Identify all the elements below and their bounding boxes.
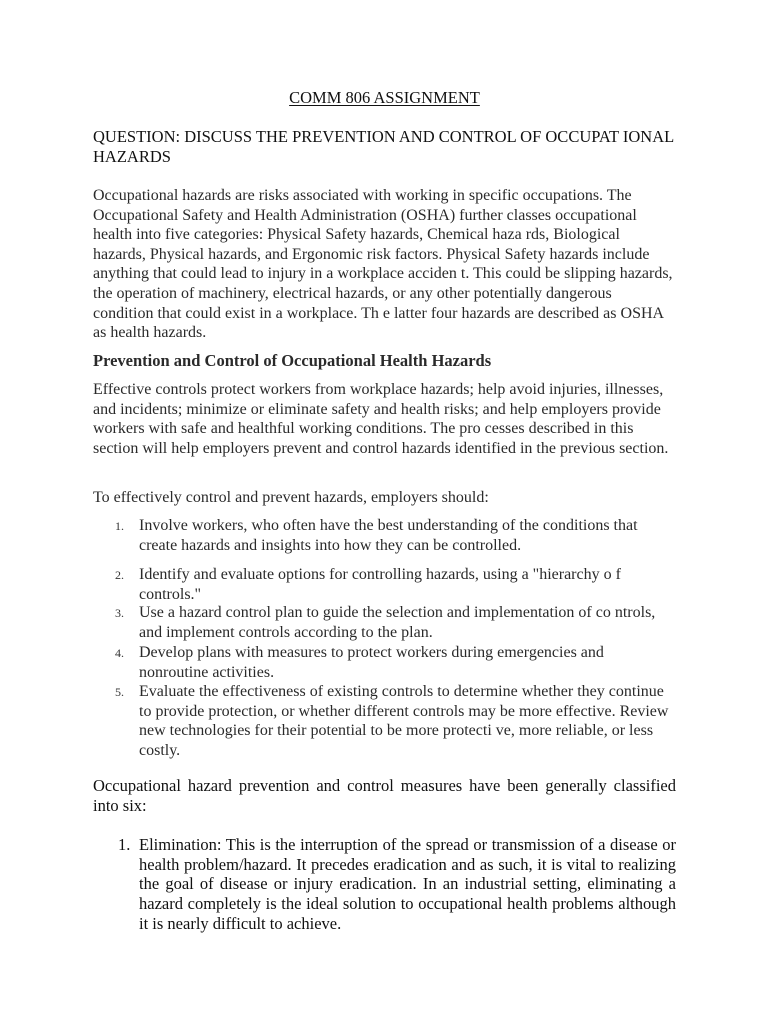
- document-page: [93, 0, 676, 1024]
- list-item-text: Involve workers, who often have the best understanding of the conditions that create hazards and insights into how they can be controlled.: [139, 517, 638, 554]
- list-item-number: 5.: [115, 685, 124, 699]
- measure-number: 1.: [118, 835, 131, 854]
- employers-should-intro: To effectively control and prevent hazards, employers should:: [93, 489, 489, 506]
- list-item-number: 4.: [115, 646, 124, 660]
- list-item-text: Evaluate the effectiveness of existing controls to determine whether they continue to provide protection, or whether different controls may be more effective. Review new technologies for their potential to be more protecti ve, more reliable, or less costly.: [139, 683, 669, 759]
- classification-paragraph: Occupational hazard prevention and control measures have been generally classified into six:: [93, 776, 676, 815]
- list-item-text: Use a hazard control plan to guide the selection and implementation of co ntrols, and implement controls according to the plan.: [139, 604, 656, 641]
- list-item-number: 1.: [115, 519, 124, 533]
- list-item-text: Identify and evaluate options for controlling hazards, using a "hierarchy o f controls.": [139, 566, 621, 603]
- effective-controls-paragraph: Effective controls protect workers from workplace hazards; help avoid injuries, illnesses, and incidents; minimize or eliminate safety and health risks; and help employers provide workers with safe and healthful working conditions. The pro cesses described in this section will help employers prevent and control hazards identified in the previous section.: [93, 381, 669, 457]
- list-item-number: 2.: [115, 568, 124, 582]
- measure-text: Elimination: This is the interruption of the spread or transmission of a disease or health problem/hazard. It precedes eradication and as such, it is vital to realizing the goal of disease or injury eradication. In an industrial setting, eliminating a hazard completely is the ideal solution to occupational health problems although it is nearly difficult to achieve.: [139, 835, 676, 933]
- document-title: COMM 806 ASSIGNMENT: [289, 88, 480, 107]
- intro-paragraph: Occupational hazards are risks associated with working in specific occupations. The Occupational Safety and Health Administration (OSHA) further classes occupational health into five categories: Physical Safety hazards, Chemical haza rds, Biological hazards, Physical hazards, and Ergonomic risk factors. Physical Safety hazards include anything that could lead to injury in a workplace acciden t. This could be slipping hazards, the operation of machinery, electrical hazards, or any other potentially dangerous condition that could exist in a workplace. Th e latter four hazards are described as OSHA as health hazards.: [93, 187, 673, 342]
- section-heading: Prevention and Control of Occupational Health Hazards: [93, 351, 492, 370]
- assignment-question: QUESTION: DISCUSS THE PREVENTION AND CONTROL OF OCCUPAT IONAL HAZARDS: [93, 127, 674, 166]
- list-item-number: 3.: [115, 606, 124, 620]
- list-item-text: Develop plans with measures to protect workers during emergencies and nonroutine activities.: [139, 644, 604, 681]
